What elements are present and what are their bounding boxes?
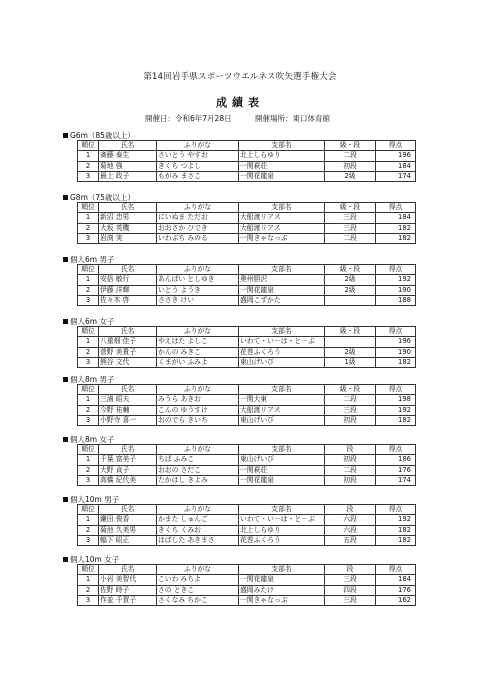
table-cell: 北上しらゆり bbox=[239, 525, 325, 535]
column-header: 級・段 bbox=[325, 265, 376, 275]
table-cell: 千葉 富美子 bbox=[99, 455, 157, 465]
table-cell: 奥州胆沢 bbox=[239, 275, 325, 285]
table-cell: 佐々木 啓 bbox=[99, 295, 157, 305]
table-cell: 1 bbox=[78, 395, 99, 405]
table-cell: 伊藤 洋輝 bbox=[99, 285, 157, 295]
table-cell: 190 bbox=[376, 285, 416, 295]
table-cell: 三段 bbox=[325, 405, 376, 415]
table-cell: 174 bbox=[376, 475, 416, 485]
section-heading bbox=[63, 255, 423, 264]
table-cell: 2 bbox=[78, 285, 99, 295]
table-cell: 初段 bbox=[325, 455, 376, 465]
column-header: 段 bbox=[325, 445, 376, 455]
table-cell bbox=[325, 337, 376, 347]
table-cell: 2 bbox=[78, 405, 99, 415]
results-section bbox=[63, 317, 423, 368]
table-cell: 盛岡こずかた bbox=[239, 295, 325, 305]
table-cell: 162 bbox=[376, 595, 416, 605]
section-heading bbox=[63, 375, 423, 384]
table-cell: 2級 bbox=[325, 285, 376, 295]
column-header: 級・段 bbox=[325, 327, 376, 337]
results-section bbox=[63, 131, 423, 182]
table-header-row bbox=[78, 505, 416, 515]
table-row bbox=[78, 535, 416, 545]
square-bullet-icon bbox=[63, 319, 68, 324]
table-cell: 2 bbox=[78, 347, 99, 357]
table-cell: 1 bbox=[78, 151, 99, 161]
square-bullet-icon bbox=[63, 257, 68, 262]
table-cell: 192 bbox=[376, 405, 416, 415]
table-header-row bbox=[78, 203, 416, 213]
table-row bbox=[78, 337, 416, 347]
table-cell: 一関花龍泉 bbox=[239, 575, 325, 585]
column-header: ふりがな bbox=[157, 445, 239, 455]
document-subtitle: 成績表 bbox=[216, 96, 264, 109]
table-cell: 三浦 昭夫 bbox=[99, 395, 157, 405]
results-table bbox=[77, 504, 416, 546]
column-header: 得点 bbox=[376, 565, 416, 575]
table-row bbox=[78, 213, 416, 223]
table-cell: 小野寺 喜一 bbox=[99, 415, 157, 425]
results-section bbox=[63, 555, 423, 606]
table-cell: 3 bbox=[78, 357, 99, 367]
table-cell: 1級 bbox=[325, 357, 376, 367]
table-cell: 174 bbox=[376, 171, 416, 181]
table-cell: 二段 bbox=[325, 233, 376, 243]
table-cell: 188 bbox=[376, 295, 416, 305]
table-cell: 3 bbox=[78, 475, 99, 485]
section-heading bbox=[63, 435, 423, 444]
table-cell: 三段 bbox=[325, 575, 376, 585]
table-cell: 岩渕 実 bbox=[99, 233, 157, 243]
table-cell: 盛岡みたけ bbox=[239, 585, 325, 595]
table-row bbox=[78, 415, 416, 425]
table-cell: 東山げいび bbox=[239, 455, 325, 465]
table-cell: 1 bbox=[78, 275, 99, 285]
table-row bbox=[78, 585, 416, 595]
table-row bbox=[78, 275, 416, 285]
table-row bbox=[78, 233, 416, 243]
table-row bbox=[78, 171, 416, 181]
table-cell: 菊池 久美男 bbox=[99, 525, 157, 535]
column-header: 支部名 bbox=[239, 327, 325, 337]
table-cell: 182 bbox=[376, 357, 416, 367]
section-heading bbox=[63, 555, 423, 564]
table-cell: 菊地 強 bbox=[99, 161, 157, 171]
table-cell: 3 bbox=[78, 415, 99, 425]
column-header: 支部名 bbox=[239, 203, 325, 213]
column-header: 支部名 bbox=[239, 565, 325, 575]
table-cell: いわて・い－は・と－ぶ bbox=[239, 337, 325, 347]
table-cell: 花巻ふくろう bbox=[239, 347, 325, 357]
table-cell: 二段 bbox=[325, 151, 376, 161]
table-cell: 幅下 昭正 bbox=[99, 535, 157, 545]
table-cell: 一関花龍泉 bbox=[239, 171, 325, 181]
table-cell: 184 bbox=[376, 575, 416, 585]
results-table bbox=[77, 384, 416, 426]
column-header: 支部名 bbox=[239, 265, 325, 275]
table-cell: 198 bbox=[376, 395, 416, 405]
table-cell: 2 bbox=[78, 585, 99, 595]
table-cell: 今野 祐輔 bbox=[99, 405, 157, 415]
table-cell: きくち くみお bbox=[157, 525, 239, 535]
column-header: 得点 bbox=[376, 141, 416, 151]
table-cell: 一関花龍泉 bbox=[239, 285, 325, 295]
table-row bbox=[78, 405, 416, 415]
table-row bbox=[78, 465, 416, 475]
column-header: 得点 bbox=[376, 203, 416, 213]
column-header: ふりがな bbox=[157, 265, 239, 275]
table-row bbox=[78, 475, 416, 485]
table-cell: 2 bbox=[78, 465, 99, 475]
table-cell: 一関大東 bbox=[239, 395, 325, 405]
table-cell bbox=[325, 295, 376, 305]
table-cell: 熊谷 文代 bbox=[99, 357, 157, 367]
table-cell: こいわ みちよ bbox=[157, 575, 239, 585]
table-cell: 一関きゃなっぶ bbox=[239, 233, 325, 243]
event-date: 開催日：令和6年7月28日 bbox=[145, 114, 232, 123]
table-cell: かんの みきこ bbox=[157, 347, 239, 357]
table-cell: 大船渡リアス bbox=[239, 405, 325, 415]
table-cell: 2 bbox=[78, 223, 99, 233]
table-cell: たかはし きよみ bbox=[157, 475, 239, 485]
table-cell: 182 bbox=[376, 415, 416, 425]
table-cell: 3 bbox=[78, 171, 99, 181]
table-cell: おおの さだこ bbox=[157, 465, 239, 475]
table-cell: 184 bbox=[376, 161, 416, 171]
section-label: 個人6m 男子 bbox=[70, 255, 115, 264]
table-cell: みうら あきお bbox=[157, 395, 239, 405]
table-cell: 作並 千賀子 bbox=[99, 595, 157, 605]
section-label: 個人6m 女子 bbox=[70, 317, 115, 326]
column-header: 順位 bbox=[78, 445, 99, 455]
table-cell: 182 bbox=[376, 233, 416, 243]
column-header: 支部名 bbox=[239, 445, 325, 455]
table-cell: 2級 bbox=[325, 171, 376, 181]
column-header: 段 bbox=[325, 505, 376, 515]
results-table bbox=[77, 140, 416, 182]
column-header: 氏名 bbox=[99, 445, 157, 455]
table-cell: 六段 bbox=[325, 515, 376, 525]
column-header: ふりがな bbox=[157, 327, 239, 337]
table-cell: 高橋 紀代美 bbox=[99, 475, 157, 485]
table-cell: 190 bbox=[376, 347, 416, 357]
table-cell: 2級 bbox=[325, 347, 376, 357]
table-cell: 1 bbox=[78, 213, 99, 223]
table-row bbox=[78, 295, 416, 305]
table-header-row bbox=[78, 565, 416, 575]
column-header: 支部名 bbox=[239, 505, 325, 515]
results-section bbox=[63, 375, 423, 426]
column-header: 氏名 bbox=[99, 385, 157, 395]
table-cell: 東山げいび bbox=[239, 415, 325, 425]
table-row bbox=[78, 595, 416, 605]
results-section bbox=[63, 193, 423, 244]
table-cell: くまがい ふみよ bbox=[157, 357, 239, 367]
table-row bbox=[78, 151, 416, 161]
results-table bbox=[77, 326, 416, 368]
table-cell: さの ときこ bbox=[157, 585, 239, 595]
column-header: 得点 bbox=[376, 445, 416, 455]
section-heading bbox=[63, 131, 423, 140]
table-header-row bbox=[78, 265, 416, 275]
table-row bbox=[78, 285, 416, 295]
table-cell: あんばい としゆき bbox=[157, 275, 239, 285]
table-cell: 大船渡リアス bbox=[239, 223, 325, 233]
square-bullet-icon bbox=[63, 557, 68, 562]
square-bullet-icon bbox=[63, 195, 68, 200]
table-cell: 小岩 美智代 bbox=[99, 575, 157, 585]
results-section bbox=[63, 495, 423, 546]
table-cell: 六段 bbox=[325, 525, 376, 535]
column-header: 順位 bbox=[78, 203, 99, 213]
column-header: 順位 bbox=[78, 141, 99, 151]
table-cell: やえはた よしこ bbox=[157, 337, 239, 347]
table-cell: 一関きゃなっぶ bbox=[239, 595, 325, 605]
table-cell: 佐野 時子 bbox=[99, 585, 157, 595]
square-bullet-icon bbox=[63, 377, 68, 382]
column-header: 順位 bbox=[78, 565, 99, 575]
table-cell: 初段 bbox=[325, 415, 376, 425]
table-cell: 1 bbox=[78, 455, 99, 465]
section-label: 個人10m 男子 bbox=[70, 495, 120, 504]
table-cell: 三段 bbox=[325, 595, 376, 605]
table-cell: 花巻ふくろう bbox=[239, 535, 325, 545]
column-header: 級・段 bbox=[325, 203, 376, 213]
table-cell: 3 bbox=[78, 295, 99, 305]
column-header: 氏名 bbox=[99, 265, 157, 275]
table-cell: 大船渡リアス bbox=[239, 213, 325, 223]
table-cell: 182 bbox=[376, 525, 416, 535]
table-cell: 2級 bbox=[325, 275, 376, 285]
table-cell: 一関萩荘 bbox=[239, 465, 325, 475]
table-cell: きくち つよし bbox=[157, 161, 239, 171]
table-cell: 196 bbox=[376, 337, 416, 347]
table-cell: 3 bbox=[78, 535, 99, 545]
table-cell: 初段 bbox=[325, 161, 376, 171]
table-header-row bbox=[78, 445, 416, 455]
table-cell: 182 bbox=[376, 223, 416, 233]
section-label: 個人10m 女子 bbox=[70, 555, 120, 564]
table-cell: 182 bbox=[376, 535, 416, 545]
table-row bbox=[78, 161, 416, 171]
results-table bbox=[77, 564, 416, 606]
table-cell: さくなみ ちかこ bbox=[157, 595, 239, 605]
table-cell: いわて・い－は・と－ぶ bbox=[239, 515, 325, 525]
table-cell: 192 bbox=[376, 275, 416, 285]
table-cell: 2 bbox=[78, 161, 99, 171]
column-header: 得点 bbox=[376, 505, 416, 515]
table-cell: 鎌田 俊香 bbox=[99, 515, 157, 525]
table-cell: 北上しらゆり bbox=[239, 151, 325, 161]
column-header: 支部名 bbox=[239, 385, 325, 395]
table-cell: 3 bbox=[78, 595, 99, 605]
column-header: 級・段 bbox=[325, 141, 376, 151]
table-cell: 安倍 敏行 bbox=[99, 275, 157, 285]
column-header: 順位 bbox=[78, 327, 99, 337]
column-header: 級・段 bbox=[325, 385, 376, 395]
section-label: G8m（75歳以上） bbox=[70, 193, 135, 202]
column-header: ふりがな bbox=[157, 505, 239, 515]
table-row bbox=[78, 575, 416, 585]
table-cell: 186 bbox=[376, 455, 416, 465]
column-header: ふりがな bbox=[157, 141, 239, 151]
column-header: 段 bbox=[325, 565, 376, 575]
column-header: ふりがな bbox=[157, 565, 239, 575]
column-header: 得点 bbox=[376, 265, 416, 275]
column-header: 氏名 bbox=[99, 327, 157, 337]
column-header: 氏名 bbox=[99, 565, 157, 575]
table-cell: おおさか ひでき bbox=[157, 223, 239, 233]
column-header: 支部名 bbox=[239, 141, 325, 151]
table-cell: 斎藤 泰生 bbox=[99, 151, 157, 161]
table-cell: 東山げいび bbox=[239, 357, 325, 367]
table-cell: 176 bbox=[376, 465, 416, 475]
table-row bbox=[78, 395, 416, 405]
section-heading bbox=[63, 317, 423, 326]
table-cell: 大坂 英機 bbox=[99, 223, 157, 233]
column-header: ふりがな bbox=[157, 385, 239, 395]
table-cell: 192 bbox=[376, 515, 416, 525]
table-row bbox=[78, 525, 416, 535]
table-cell: 1 bbox=[78, 515, 99, 525]
table-cell: 二段 bbox=[325, 465, 376, 475]
results-section bbox=[63, 255, 423, 306]
table-cell: 一関萩荘 bbox=[239, 161, 325, 171]
event-venue: 開催場所：東口体育館 bbox=[255, 114, 330, 123]
table-row bbox=[78, 455, 416, 465]
table-cell: 初段 bbox=[325, 475, 376, 485]
table-cell: ささき けい bbox=[157, 295, 239, 305]
table-cell: 最上 政子 bbox=[99, 171, 157, 181]
table-row bbox=[78, 357, 416, 367]
table-cell: 196 bbox=[376, 151, 416, 161]
column-header: 得点 bbox=[376, 327, 416, 337]
section-label: 個人8m 女子 bbox=[70, 435, 115, 444]
table-cell: 三段 bbox=[325, 223, 376, 233]
table-cell: こんの ゆうすけ bbox=[157, 405, 239, 415]
document-title: 第14回岩手県スポーツウエルネス吹矢選手権大会 bbox=[143, 72, 337, 82]
table-cell: 新沼 忠男 bbox=[99, 213, 157, 223]
column-header: 氏名 bbox=[99, 141, 157, 151]
table-cell: はばした あきまさ bbox=[157, 535, 239, 545]
table-cell: さいとう やすお bbox=[157, 151, 239, 161]
results-table bbox=[77, 264, 416, 306]
table-cell: 四段 bbox=[325, 585, 376, 595]
table-cell: かまた しゅんご bbox=[157, 515, 239, 525]
column-header: 順位 bbox=[78, 265, 99, 275]
table-row bbox=[78, 347, 416, 357]
table-cell: ちば ふみこ bbox=[157, 455, 239, 465]
table-cell: 2 bbox=[78, 525, 99, 535]
table-cell: おのでら きいち bbox=[157, 415, 239, 425]
table-cell: 菅野 美貴子 bbox=[99, 347, 157, 357]
table-cell: にいぬま ただお bbox=[157, 213, 239, 223]
table-header-row bbox=[78, 327, 416, 337]
column-header: 得点 bbox=[376, 385, 416, 395]
column-header: 氏名 bbox=[99, 203, 157, 213]
table-cell: 五段 bbox=[325, 535, 376, 545]
table-cell: もがみ まさこ bbox=[157, 171, 239, 181]
table-cell: いわぶち みのる bbox=[157, 233, 239, 243]
column-header: 順位 bbox=[78, 505, 99, 515]
section-label: G6m（85歳以上） bbox=[70, 131, 135, 140]
square-bullet-icon bbox=[63, 497, 68, 502]
table-cell: 3 bbox=[78, 233, 99, 243]
column-header: 順位 bbox=[78, 385, 99, 395]
table-row bbox=[78, 223, 416, 233]
table-cell: 1 bbox=[78, 337, 99, 347]
table-cell: 二段 bbox=[325, 395, 376, 405]
table-row bbox=[78, 515, 416, 525]
table-cell: 八重畑 佳子 bbox=[99, 337, 157, 347]
square-bullet-icon bbox=[63, 133, 68, 138]
column-header: 氏名 bbox=[99, 505, 157, 515]
table-header-row bbox=[78, 385, 416, 395]
results-table bbox=[77, 444, 416, 486]
table-cell: いとう ようき bbox=[157, 285, 239, 295]
results-table bbox=[77, 202, 416, 244]
table-header-row bbox=[78, 141, 416, 151]
table-cell: 184 bbox=[376, 213, 416, 223]
table-cell: 一関花龍泉 bbox=[239, 475, 325, 485]
table-cell: 1 bbox=[78, 575, 99, 585]
table-cell: 大野 貞子 bbox=[99, 465, 157, 475]
table-cell: 176 bbox=[376, 585, 416, 595]
results-section bbox=[63, 435, 423, 486]
section-heading bbox=[63, 193, 423, 202]
square-bullet-icon bbox=[63, 437, 68, 442]
section-label: 個人8m 男子 bbox=[70, 375, 115, 384]
table-cell: 三段 bbox=[325, 213, 376, 223]
column-header: ふりがな bbox=[157, 203, 239, 213]
section-heading bbox=[63, 495, 423, 504]
